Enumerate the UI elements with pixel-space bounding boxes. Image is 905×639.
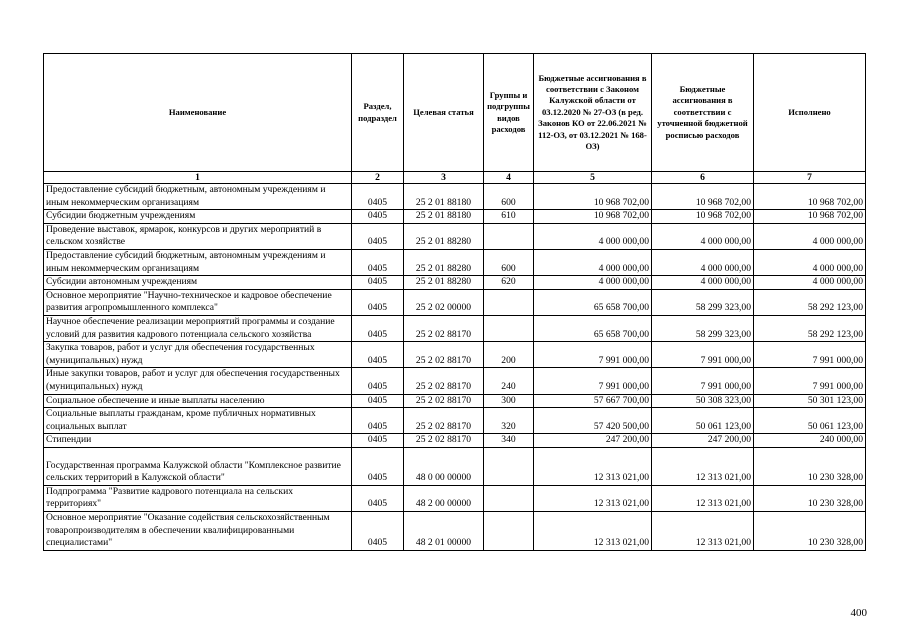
page-number: 400 — [850, 607, 867, 619]
row-plan-allocation: 12 313 021,00 — [652, 447, 754, 485]
column-number: 4 — [484, 172, 534, 184]
row-group — [484, 485, 534, 511]
row-plan-allocation: 12 313 021,00 — [652, 512, 754, 551]
row-group: 600 — [484, 249, 534, 275]
row-target: 25 2 02 88170 — [404, 434, 484, 448]
row-executed: 10 230 328,00 — [754, 447, 866, 485]
column-number: 3 — [404, 172, 484, 184]
row-name: Субсидии бюджетным учреждениям — [44, 210, 352, 224]
row-name: Научное обеспечение реализации мероприятий программы и создание условий для развития кадрового потенциала сельского хозяйства — [44, 315, 352, 341]
column-number-row — [44, 172, 866, 184]
row-group: 340 — [484, 434, 534, 448]
row-group — [484, 289, 534, 315]
row-law-allocation: 4 000 000,00 — [534, 276, 652, 290]
row-group: 620 — [484, 276, 534, 290]
row-plan-allocation: 4 000 000,00 — [652, 223, 754, 249]
row-law-allocation: 65 658 700,00 — [534, 289, 652, 315]
row-name: Иные закупки товаров, работ и услуг для обеспечения государственных (муниципальных) нужд — [44, 368, 352, 394]
budget-table — [43, 53, 866, 551]
row-group — [484, 223, 534, 249]
row-name: Субсидии автономным учреждениям — [44, 276, 352, 290]
row-name: Закупка товаров, работ и услуг для обеспечения государственных (муниципальных) нужд — [44, 342, 352, 368]
table-row — [44, 223, 866, 249]
table-row — [44, 447, 866, 485]
row-target: 48 2 01 00000 — [404, 512, 484, 551]
row-section: 0405 — [352, 434, 404, 448]
table-row — [44, 315, 866, 341]
row-name: Социальные выплаты гражданам, кроме публичных нормативных социальных выплат — [44, 408, 352, 434]
row-plan-allocation: 58 299 323,00 — [652, 289, 754, 315]
header-target: Целевая статья — [404, 54, 484, 172]
table-row — [44, 512, 866, 551]
row-group: 300 — [484, 394, 534, 408]
row-plan-allocation: 10 968 702,00 — [652, 184, 754, 210]
row-law-allocation: 10 968 702,00 — [534, 184, 652, 210]
row-section: 0405 — [352, 223, 404, 249]
column-number: 2 — [352, 172, 404, 184]
table-row — [44, 394, 866, 408]
row-law-allocation: 247 200,00 — [534, 434, 652, 448]
row-section: 0405 — [352, 408, 404, 434]
row-target: 25 2 01 88280 — [404, 249, 484, 275]
row-target: 25 2 01 88280 — [404, 276, 484, 290]
table-row — [44, 289, 866, 315]
row-section: 0405 — [352, 368, 404, 394]
row-plan-allocation: 247 200,00 — [652, 434, 754, 448]
row-law-allocation: 7 991 000,00 — [534, 368, 652, 394]
header-law-allocation: Бюджетные ассигнования в соответствии с Законом Калужской области от 03.12.2020 № 27-ОЗ (в ред. Законов КО от 22.06.2021 № 112-ОЗ, от 03.12.2021 № 168-ОЗ) — [534, 54, 652, 172]
row-section: 0405 — [352, 184, 404, 210]
row-name: Предоставление субсидий бюджетным, автономным учреждениям и иным некоммерческим организациям — [44, 249, 352, 275]
column-number: 6 — [652, 172, 754, 184]
row-target: 25 2 02 88170 — [404, 342, 484, 368]
table-row — [44, 342, 866, 368]
row-executed: 4 000 000,00 — [754, 276, 866, 290]
column-number: 1 — [44, 172, 352, 184]
row-section: 0405 — [352, 485, 404, 511]
row-plan-allocation: 4 000 000,00 — [652, 249, 754, 275]
row-plan-allocation: 7 991 000,00 — [652, 368, 754, 394]
row-law-allocation: 4 000 000,00 — [534, 249, 652, 275]
row-group: 610 — [484, 210, 534, 224]
table-row — [44, 210, 866, 224]
row-law-allocation: 12 313 021,00 — [534, 485, 652, 511]
row-target: 25 2 02 88170 — [404, 315, 484, 341]
row-section: 0405 — [352, 342, 404, 368]
table-row — [44, 368, 866, 394]
table-body — [44, 184, 866, 551]
row-plan-allocation: 7 991 000,00 — [652, 342, 754, 368]
row-executed: 10 230 328,00 — [754, 512, 866, 551]
row-executed: 58 292 123,00 — [754, 289, 866, 315]
header-plan-allocation: Бюджетные ассигнования в соответствии с уточненной бюджетной росписью расходов — [652, 54, 754, 172]
header-section: Раздел, подраздел — [352, 54, 404, 172]
row-target: 25 2 02 88170 — [404, 368, 484, 394]
row-target: 25 2 01 88280 — [404, 223, 484, 249]
row-executed: 7 991 000,00 — [754, 368, 866, 394]
header-row — [44, 54, 866, 172]
row-executed: 4 000 000,00 — [754, 223, 866, 249]
row-law-allocation: 57 667 700,00 — [534, 394, 652, 408]
row-group — [484, 315, 534, 341]
row-law-allocation: 10 968 702,00 — [534, 210, 652, 224]
row-section: 0405 — [352, 447, 404, 485]
row-plan-allocation: 4 000 000,00 — [652, 276, 754, 290]
row-section: 0405 — [352, 249, 404, 275]
row-group: 600 — [484, 184, 534, 210]
row-name: Стипендии — [44, 434, 352, 448]
column-number: 7 — [754, 172, 866, 184]
row-law-allocation: 12 313 021,00 — [534, 512, 652, 551]
row-executed: 7 991 000,00 — [754, 342, 866, 368]
row-group — [484, 512, 534, 551]
row-name: Подпрограмма "Развитие кадрового потенциала на сельских территориях" — [44, 485, 352, 511]
row-target: 25 2 02 88170 — [404, 408, 484, 434]
header-group: Группы и подгруппы видов расходов — [484, 54, 534, 172]
row-plan-allocation: 50 061 123,00 — [652, 408, 754, 434]
table-row — [44, 434, 866, 448]
table-row — [44, 408, 866, 434]
row-executed: 58 292 123,00 — [754, 315, 866, 341]
header-name: Наименование — [44, 54, 352, 172]
row-group: 320 — [484, 408, 534, 434]
row-law-allocation: 12 313 021,00 — [534, 447, 652, 485]
row-law-allocation: 7 991 000,00 — [534, 342, 652, 368]
row-executed: 240 000,00 — [754, 434, 866, 448]
row-plan-allocation: 12 313 021,00 — [652, 485, 754, 511]
row-law-allocation: 65 658 700,00 — [534, 315, 652, 341]
table-row — [44, 249, 866, 275]
column-number: 5 — [534, 172, 652, 184]
row-plan-allocation: 10 968 702,00 — [652, 210, 754, 224]
header-executed: Исполнено — [754, 54, 866, 172]
row-executed: 50 061 123,00 — [754, 408, 866, 434]
row-target: 48 0 00 00000 — [404, 447, 484, 485]
row-section: 0405 — [352, 394, 404, 408]
row-section: 0405 — [352, 289, 404, 315]
row-executed: 10 968 702,00 — [754, 210, 866, 224]
row-executed: 50 301 123,00 — [754, 394, 866, 408]
row-section: 0405 — [352, 315, 404, 341]
row-name: Предоставление субсидий бюджетным, автономным учреждениям и иным некоммерческим организациям — [44, 184, 352, 210]
row-target: 48 2 00 00000 — [404, 485, 484, 511]
row-section: 0405 — [352, 210, 404, 224]
row-section: 0405 — [352, 276, 404, 290]
row-plan-allocation: 58 299 323,00 — [652, 315, 754, 341]
row-executed: 10 968 702,00 — [754, 184, 866, 210]
row-name: Основное мероприятие "Научно-техническое и кадровое обеспечение развития агропромышленного комплекса" — [44, 289, 352, 315]
row-executed: 10 230 328,00 — [754, 485, 866, 511]
row-target: 25 2 02 88170 — [404, 394, 484, 408]
row-group: 200 — [484, 342, 534, 368]
row-target: 25 2 02 00000 — [404, 289, 484, 315]
row-name: Проведение выставок, ярмарок, конкурсов и других мероприятий в сельском хозяйстве — [44, 223, 352, 249]
row-group: 240 — [484, 368, 534, 394]
row-target: 25 2 01 88180 — [404, 184, 484, 210]
row-target: 25 2 01 88180 — [404, 210, 484, 224]
table-row — [44, 276, 866, 290]
row-law-allocation: 57 420 500,00 — [534, 408, 652, 434]
table-row — [44, 485, 866, 511]
row-executed: 4 000 000,00 — [754, 249, 866, 275]
table-row — [44, 184, 866, 210]
row-plan-allocation: 50 308 323,00 — [652, 394, 754, 408]
row-name: Основное мероприятие "Оказание содействия сельскохозяйственным товаропроизводителям в обеспечении квалифицированными специалистами" — [44, 512, 352, 551]
row-name: Государственная программа Калужской области "Комплексное развитие сельских территорий в Калужской области" — [44, 447, 352, 485]
row-name: Социальное обеспечение и иные выплаты населению — [44, 394, 352, 408]
row-section: 0405 — [352, 512, 404, 551]
row-law-allocation: 4 000 000,00 — [534, 223, 652, 249]
row-group — [484, 447, 534, 485]
